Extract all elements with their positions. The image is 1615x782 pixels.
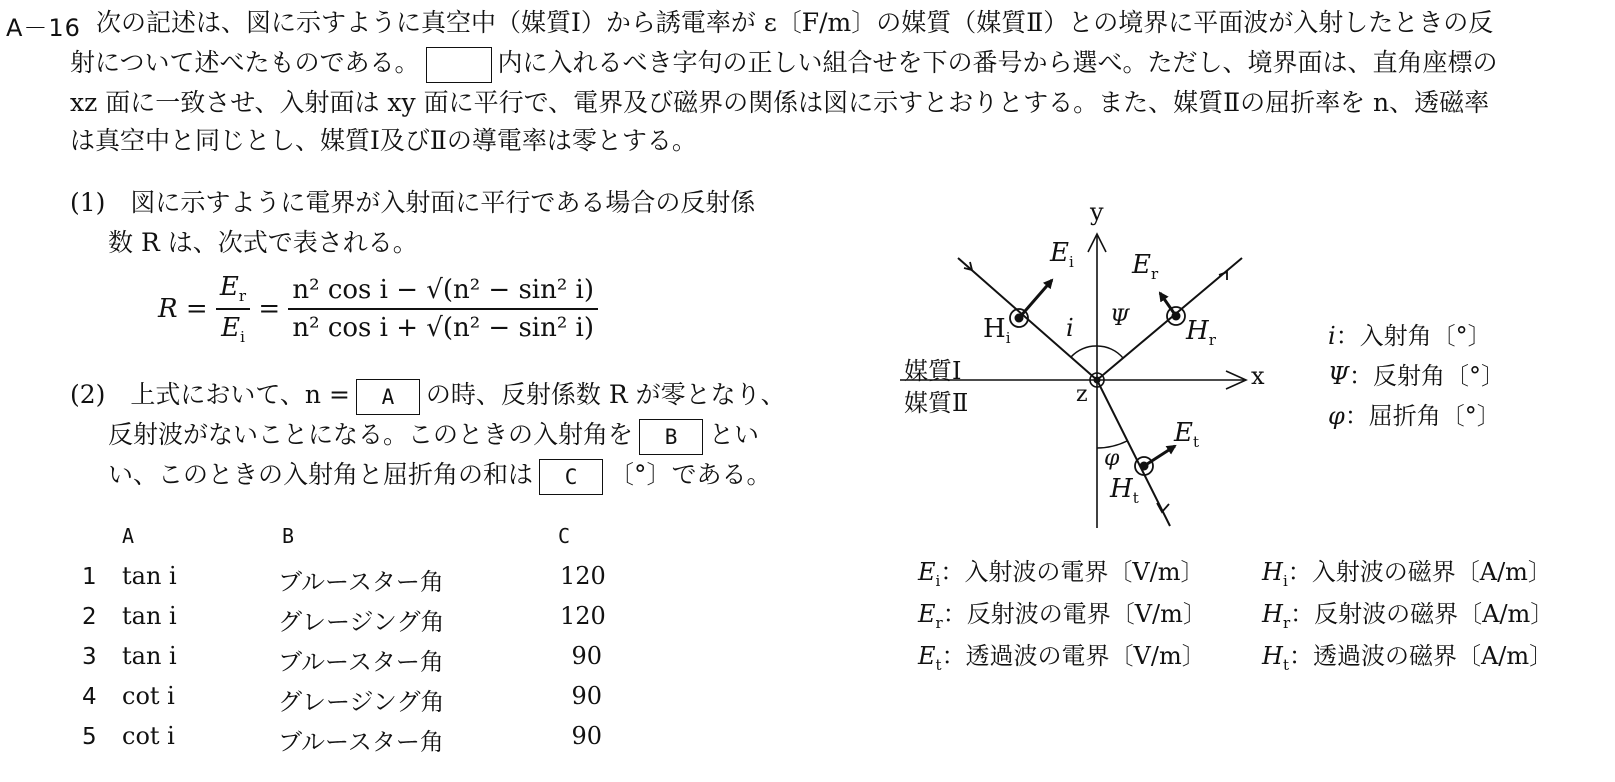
field-legend-item xyxy=(1262,594,1554,632)
field-legend-symbol: H xyxy=(1262,600,1283,628)
hi-symbol: H xyxy=(983,314,1006,344)
option-a: cot i xyxy=(122,682,175,710)
et-symbol: E xyxy=(1174,418,1193,448)
item1-line-1: (1) 図に示すように電界が入射面に平行である場合の反射係 xyxy=(70,188,756,217)
field-legend-item xyxy=(1262,636,1553,674)
medium-2-label: 媒質Ⅱ xyxy=(904,389,969,417)
field-legend-symbol: E xyxy=(918,558,936,586)
item1-line-2: 数 R は、次式で表される。 xyxy=(108,228,418,257)
angle-legend-item xyxy=(1328,316,1492,351)
field-legend-item xyxy=(918,552,1205,590)
field-legend-text: ：透過波の磁界〔A/m〕 xyxy=(1288,642,1554,670)
field-legend-item xyxy=(1262,552,1552,590)
ei-subscript: i xyxy=(1068,253,1074,272)
question-line-2b: 内に入れるべき字句の正しい組合せを下の番号から選べ。ただし、境界面は、直角座標の xyxy=(497,48,1498,77)
angle-psi-label: Ψ xyxy=(1110,306,1130,331)
box-b: B xyxy=(639,419,703,455)
item2-line-3a: い、このときの入射角と屈折角の和は xyxy=(108,460,534,489)
option-c: 90 xyxy=(571,642,602,670)
item2-line-1b: の時、反射係数 R が零となり、 xyxy=(425,380,786,409)
option-b: グレージング角 xyxy=(278,608,445,636)
option-b: ブルースター角 xyxy=(278,648,444,676)
field-legend-text: ：入射波の電界〔V/m〕 xyxy=(940,558,1205,586)
option-number[interactable]: 3 xyxy=(82,644,97,670)
table-header-b: B xyxy=(282,524,295,548)
field-legend-subscript: i xyxy=(1282,571,1288,590)
y-label: y xyxy=(1090,198,1104,226)
hr-symbol: H xyxy=(1186,316,1209,346)
ei-symbol: E xyxy=(1050,238,1069,268)
hr-subscript: r xyxy=(1208,331,1216,350)
angle-phi-label: φ xyxy=(1104,446,1120,471)
angle-i-arc xyxy=(1071,346,1097,357)
et-subscript: t xyxy=(1192,433,1200,452)
question-line-4: は真空中と同じとし、媒質Ⅰ及びⅡの導電率は零とする。 xyxy=(70,126,697,155)
item2-line-2b: とい xyxy=(709,420,760,449)
angle-legend-text: ：入射角〔°〕 xyxy=(1335,322,1492,350)
medium-1-label: 媒質Ⅰ xyxy=(904,357,962,385)
field-legend-subscript: r xyxy=(1282,613,1291,632)
ht-symbol: H xyxy=(1110,474,1133,504)
field-legend-text: ：反射波の磁界〔A/m〕 xyxy=(1290,600,1555,628)
angle-legend-item xyxy=(1328,356,1505,391)
field-legend-symbol: H xyxy=(1262,642,1283,670)
option-c: 120 xyxy=(560,602,606,630)
field-legend-symbol: E xyxy=(918,600,936,628)
formula-lhs: R = xyxy=(158,294,208,325)
et-label xyxy=(1174,418,1199,451)
er-subscript: r xyxy=(1150,265,1159,284)
angle-legend-symbol: i xyxy=(1328,322,1336,350)
option-number[interactable]: 1 xyxy=(82,564,97,590)
option-c: 90 xyxy=(571,682,602,710)
option-b: ブルースター角 xyxy=(278,568,444,596)
er-symbol: E xyxy=(1132,250,1151,280)
option-a: tan i xyxy=(122,602,177,630)
ht-subscript: t xyxy=(1132,489,1139,508)
ei-label xyxy=(1050,238,1074,271)
angle-legend-text: ：屈折角〔°〕 xyxy=(1344,402,1501,430)
option-a: cot i xyxy=(122,722,175,750)
question-line-2a: 射について述べたものである。 xyxy=(70,48,420,77)
option-a: tan i xyxy=(122,642,177,670)
field-legend-symbol: H xyxy=(1262,558,1283,586)
field-legend-symbol: E xyxy=(918,642,936,670)
field-legend-subscript: t xyxy=(935,655,942,674)
field-legend-subscript: t xyxy=(1282,655,1289,674)
option-c: 90 xyxy=(571,722,602,750)
ei-arrow xyxy=(1019,280,1052,318)
box-c: C xyxy=(539,459,603,495)
origin-z-dot xyxy=(1094,377,1101,384)
field-legend-text: ：入射波の磁界〔A/m〕 xyxy=(1287,558,1552,586)
option-number[interactable]: 4 xyxy=(82,684,97,710)
angle-legend-symbol: Ψ xyxy=(1328,362,1350,390)
question-number: A－16 xyxy=(6,14,81,42)
formula-numerator: n² cos i − √(n² − sin² i) xyxy=(288,275,598,310)
option-c: 120 xyxy=(560,562,606,590)
angle-psi-arc xyxy=(1097,346,1123,358)
z-label: z xyxy=(1076,382,1088,407)
field-legend-subscript: i xyxy=(935,571,941,590)
field-legend-text: ：反射波の電界〔V/m〕 xyxy=(942,600,1207,628)
angle-legend-symbol: φ xyxy=(1328,402,1345,430)
formula-ei: $E_i$ xyxy=(221,313,245,347)
field-legend-text: ：透過波の電界〔V/m〕 xyxy=(941,642,1206,670)
option-a: tan i xyxy=(122,562,177,590)
question-line-3: xz 面に一致させ、入射面は xy 面に平行で、電界及び磁界の関係は図に示すとおりとする。また、媒質Ⅱの屈折率を n、透磁率 xyxy=(70,88,1490,117)
angle-legend-text: ：反射角〔°〕 xyxy=(1349,362,1506,390)
item2-line-2a: 反射波がないことになる。このときの入射角を xyxy=(108,420,634,449)
angle-i-label: i xyxy=(1066,314,1074,342)
ht-label xyxy=(1110,474,1139,507)
formula-eq: = xyxy=(258,294,281,325)
x-label: x xyxy=(1251,362,1265,390)
field-legend-item xyxy=(918,636,1206,674)
option-number[interactable]: 2 xyxy=(82,604,97,630)
formula-denominator: n² cos i + √(n² − sin² i) xyxy=(292,313,595,344)
hi-subscript: i xyxy=(1005,329,1011,348)
er-label xyxy=(1132,250,1158,283)
table-header-c: C xyxy=(558,524,571,548)
hi-label xyxy=(983,314,1011,347)
field-legend-subscript: r xyxy=(935,613,943,632)
option-b: ブルースター角 xyxy=(278,728,444,756)
option-number[interactable]: 5 xyxy=(82,724,97,750)
table-header-a: A xyxy=(122,524,135,548)
field-legend-item xyxy=(918,594,1207,632)
item2-line-3b: 〔°〕である。 xyxy=(609,460,772,489)
question-line-1: 次の記述は、図に示すように真空中（媒質Ⅰ）から誘電率が ε〔F/m〕の媒質（媒質Ⅱ）との境界に平面波が入射したときの反 xyxy=(96,8,1494,37)
angle-legend-item xyxy=(1328,396,1501,431)
option-b: グレージング角 xyxy=(278,688,445,716)
hr-label xyxy=(1186,316,1216,349)
formula-er: $E_r$ xyxy=(216,272,250,310)
item2-line-1a: (2) 上式において、n = xyxy=(70,380,350,409)
box-a: A xyxy=(356,379,420,415)
et-arrow xyxy=(1144,446,1175,466)
